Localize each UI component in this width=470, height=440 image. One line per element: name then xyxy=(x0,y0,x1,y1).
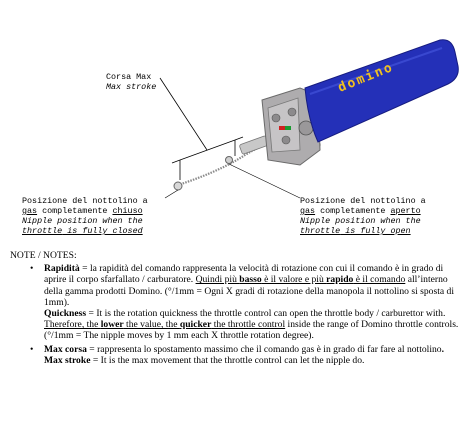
max-stroke-label-it: Corsa Max xyxy=(106,72,152,82)
note-max-stroke-en: Max stroke = It is the max movement that the throttle control can let the nipple do. xyxy=(44,354,365,366)
open-label-line4: throttle is fully open xyxy=(300,226,411,236)
notes-section xyxy=(10,250,462,368)
cable-nipple-icon xyxy=(174,182,182,190)
closed-label-line4: throttle is fully closed xyxy=(22,226,143,236)
blue-grip xyxy=(305,40,458,142)
notes-title: NOTE / NOTES: xyxy=(10,250,77,261)
note-quickness xyxy=(10,263,462,341)
closed-label-line1: Posizione del nottolino a xyxy=(22,196,148,206)
max-stroke-label-en: Max stroke xyxy=(106,82,157,92)
open-label-line1: Posizione del nottolino a xyxy=(300,196,426,206)
max-stroke-label xyxy=(106,72,156,92)
closed-position-label xyxy=(22,196,148,236)
cable-adjuster xyxy=(239,136,269,155)
open-label-line3: Nipple position when the xyxy=(300,216,421,226)
cable-nipple-open-icon xyxy=(226,157,233,164)
note-max-stroke-it: Max corsa = rappresenta lo spostamento massimo che il comando gas è in grado di far fare al nottolino. xyxy=(44,343,444,355)
leader-open xyxy=(229,164,300,198)
note-quickness-en: Quickness = It is the rotation quickness the throttle control can open the throttle body / carburettor with. Therefore, the lower the value, the quicker the throttle control inside the range of Domino throttle controls. (°/1mm = The nipple moves by 1 mm each X throttle rotation degree). xyxy=(44,308,459,342)
open-position-label xyxy=(300,196,426,236)
closed-label-line2: gas completamente chiuso xyxy=(22,206,143,216)
closed-label-line3: Nipple position when the xyxy=(22,216,143,226)
bullet-icon: • xyxy=(30,343,34,355)
open-label-line2: gas completamente aperto xyxy=(300,206,421,216)
note-quickness-it: Rapidità = la rapidità del comando rappresenta la velocità di rotazione con cui il comando è in grado di aprire il corpo sfarfallato / carburatore. Quindi più basso è il valore e più rapido è il comando all’interno della gamma prodotti Domino. (°/1mm = Ogni X gradi di rotazione della manopola il nottolino si sposta di 1mm). xyxy=(44,263,454,308)
note-max-stroke xyxy=(10,344,462,366)
grip-brand-text: domino xyxy=(335,59,397,96)
bullet-icon: • xyxy=(30,263,34,275)
leader-closed xyxy=(165,190,178,198)
